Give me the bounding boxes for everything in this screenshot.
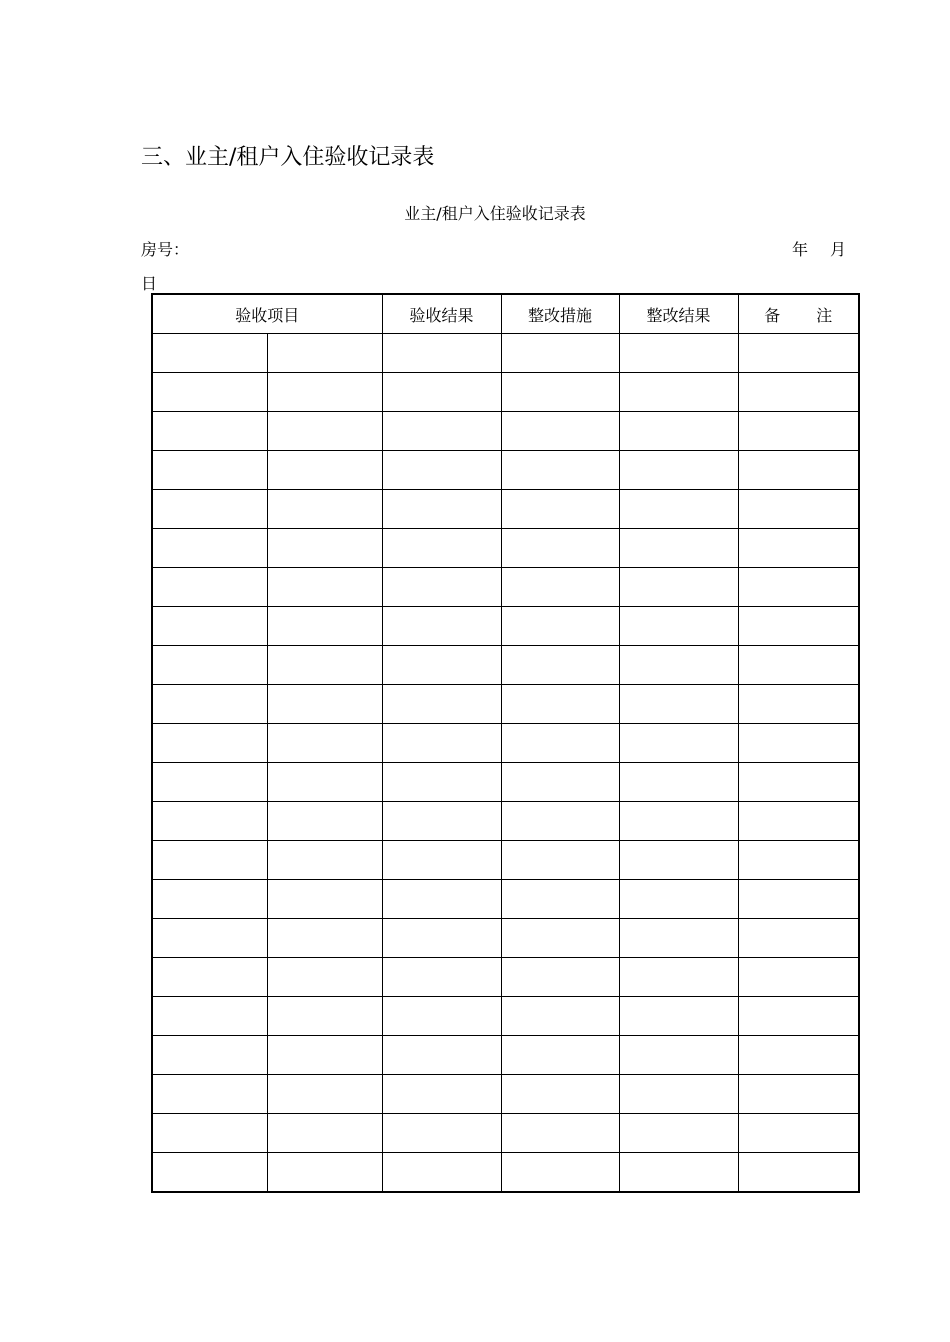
date-day-label: 日: [141, 274, 158, 293]
table-cell[interactable]: [738, 841, 859, 880]
table-cell[interactable]: [738, 1114, 859, 1153]
table-cell[interactable]: [738, 334, 859, 373]
table-cell[interactable]: [738, 958, 859, 997]
table-cell[interactable]: [382, 1114, 501, 1153]
table-row: [152, 490, 859, 529]
table-cell[interactable]: [382, 997, 501, 1036]
table-cell[interactable]: [382, 1075, 501, 1114]
table-cell[interactable]: [152, 763, 267, 802]
inspection-record-table: [151, 293, 860, 1193]
table-cell[interactable]: [382, 724, 501, 763]
table-cell[interactable]: [501, 646, 619, 685]
header-inspection-item: 验收项目: [152, 294, 382, 334]
table-cell[interactable]: [152, 685, 267, 724]
table-cell[interactable]: [267, 646, 382, 685]
table-cell[interactable]: [267, 412, 382, 451]
table-cell[interactable]: [267, 685, 382, 724]
table-cell[interactable]: [738, 880, 859, 919]
table-cell[interactable]: [267, 958, 382, 997]
table-row: [152, 763, 859, 802]
table-row: [152, 607, 859, 646]
table-cell[interactable]: [738, 490, 859, 529]
table-cell[interactable]: [267, 1075, 382, 1114]
header-remarks-second-char: 注: [816, 305, 833, 325]
table-cell[interactable]: [152, 880, 267, 919]
table-cell[interactable]: [738, 373, 859, 412]
table-cell[interactable]: [619, 841, 738, 880]
header-remarks-first-char: 备: [764, 305, 781, 325]
room-number-label: 房号：: [141, 240, 190, 259]
table-cell[interactable]: [501, 451, 619, 490]
table-cell[interactable]: [501, 685, 619, 724]
table-cell[interactable]: [382, 763, 501, 802]
table-cell[interactable]: [619, 763, 738, 802]
table-row: [152, 802, 859, 841]
table-cell[interactable]: [501, 607, 619, 646]
table-cell[interactable]: [267, 1036, 382, 1075]
table-cell[interactable]: [267, 997, 382, 1036]
table-cell[interactable]: [619, 529, 738, 568]
table-cell[interactable]: [619, 1036, 738, 1075]
table-cell[interactable]: [382, 607, 501, 646]
table-cell[interactable]: [382, 841, 501, 880]
table-cell[interactable]: [152, 841, 267, 880]
header-rectification-measure: 整改措施: [501, 294, 619, 334]
table-cell[interactable]: [619, 1114, 738, 1153]
table-cell[interactable]: [738, 685, 859, 724]
table-cell[interactable]: [738, 568, 859, 607]
table-cell[interactable]: [382, 919, 501, 958]
table-row: [152, 1036, 859, 1075]
table-cell[interactable]: [267, 607, 382, 646]
table-cell[interactable]: [152, 568, 267, 607]
table-cell[interactable]: [501, 997, 619, 1036]
table-cell[interactable]: [501, 841, 619, 880]
table-cell[interactable]: [738, 1036, 859, 1075]
table-cell[interactable]: [382, 1153, 501, 1193]
table-row: [152, 451, 859, 490]
table-cell[interactable]: [152, 802, 267, 841]
table-cell[interactable]: [738, 724, 859, 763]
table-cell[interactable]: [619, 1153, 738, 1193]
table-cell[interactable]: [382, 958, 501, 997]
table-cell[interactable]: [267, 451, 382, 490]
table-cell[interactable]: [619, 724, 738, 763]
table-body: [152, 334, 859, 1193]
table-cell[interactable]: [619, 334, 738, 373]
table-cell[interactable]: [738, 919, 859, 958]
table-cell[interactable]: [152, 958, 267, 997]
table-cell[interactable]: [501, 568, 619, 607]
table-cell[interactable]: [501, 1036, 619, 1075]
table-cell[interactable]: [501, 1153, 619, 1193]
table-row: [152, 412, 859, 451]
table-cell[interactable]: [382, 451, 501, 490]
table-cell[interactable]: [382, 685, 501, 724]
table-cell[interactable]: [267, 841, 382, 880]
table-cell[interactable]: [267, 529, 382, 568]
table-row: [152, 724, 859, 763]
table-cell[interactable]: [382, 529, 501, 568]
table-cell[interactable]: [267, 1153, 382, 1193]
table-cell[interactable]: [738, 1153, 859, 1193]
table-cell[interactable]: [152, 451, 267, 490]
table-row: [152, 334, 859, 373]
table-cell[interactable]: [738, 646, 859, 685]
table-cell[interactable]: [619, 997, 738, 1036]
table-cell[interactable]: [267, 880, 382, 919]
table-cell[interactable]: [382, 412, 501, 451]
table-cell[interactable]: [267, 568, 382, 607]
table-cell[interactable]: [152, 1153, 267, 1193]
table-cell[interactable]: [738, 529, 859, 568]
table-cell[interactable]: [501, 763, 619, 802]
date-month-label: 月: [830, 240, 847, 259]
table-cell[interactable]: [501, 724, 619, 763]
table-cell[interactable]: [267, 763, 382, 802]
table-row: [152, 880, 859, 919]
table-cell[interactable]: [267, 802, 382, 841]
table-cell[interactable]: [738, 763, 859, 802]
table-cell[interactable]: [738, 412, 859, 451]
table-cell[interactable]: [382, 373, 501, 412]
table-cell[interactable]: [152, 607, 267, 646]
table-cell[interactable]: [152, 490, 267, 529]
table-row: [152, 685, 859, 724]
table-cell[interactable]: [738, 451, 859, 490]
table-cell[interactable]: [152, 334, 267, 373]
table-cell[interactable]: [152, 646, 267, 685]
table-cell[interactable]: [267, 1114, 382, 1153]
date-year-label: 年: [792, 240, 809, 259]
table-cell[interactable]: [619, 373, 738, 412]
table-cell[interactable]: [619, 802, 738, 841]
table-cell[interactable]: [619, 880, 738, 919]
table-cell[interactable]: [152, 1114, 267, 1153]
table-cell[interactable]: [619, 685, 738, 724]
table-cell[interactable]: [501, 802, 619, 841]
table-row: [152, 646, 859, 685]
table-cell[interactable]: [267, 919, 382, 958]
table-row: [152, 529, 859, 568]
table-row: [152, 997, 859, 1036]
table-cell[interactable]: [501, 412, 619, 451]
header-remarks: [738, 294, 859, 334]
header-inspection-result: 验收结果: [382, 294, 501, 334]
table-cell[interactable]: [501, 958, 619, 997]
table-cell[interactable]: [501, 919, 619, 958]
table-row: [152, 919, 859, 958]
table-cell[interactable]: [738, 607, 859, 646]
table-cell[interactable]: [619, 412, 738, 451]
table-cell[interactable]: [152, 529, 267, 568]
table-cell[interactable]: [382, 802, 501, 841]
table-row: [152, 568, 859, 607]
table-cell[interactable]: [382, 1036, 501, 1075]
table-cell[interactable]: [152, 997, 267, 1036]
table-cell[interactable]: [738, 1075, 859, 1114]
table-cell[interactable]: [501, 880, 619, 919]
table-cell[interactable]: [619, 607, 738, 646]
table-cell[interactable]: [152, 1075, 267, 1114]
section-heading: 三、业主/租户入住验收记录表: [141, 145, 435, 170]
table-cell[interactable]: [501, 1075, 619, 1114]
table-row: [152, 958, 859, 997]
table-cell[interactable]: [152, 724, 267, 763]
table-cell[interactable]: [619, 1075, 738, 1114]
table-cell[interactable]: [501, 334, 619, 373]
table-cell[interactable]: [382, 880, 501, 919]
form-title: 业主/租户入住验收记录表: [404, 204, 586, 223]
table-cell[interactable]: [501, 1114, 619, 1153]
table-row: [152, 841, 859, 880]
table-cell[interactable]: [382, 334, 501, 373]
table-cell[interactable]: [152, 1036, 267, 1075]
table-cell[interactable]: [738, 997, 859, 1036]
table-header-row: [152, 294, 859, 334]
table-cell[interactable]: [619, 490, 738, 529]
table-cell[interactable]: [382, 568, 501, 607]
table-cell[interactable]: [152, 919, 267, 958]
table-row: [152, 373, 859, 412]
table-cell[interactable]: [619, 568, 738, 607]
table-row: [152, 1114, 859, 1153]
table-cell[interactable]: [619, 958, 738, 997]
table-row: [152, 1153, 859, 1193]
table-cell[interactable]: [267, 490, 382, 529]
table-cell[interactable]: [501, 529, 619, 568]
table-cell[interactable]: [738, 802, 859, 841]
table-cell[interactable]: [382, 646, 501, 685]
table-cell[interactable]: [619, 646, 738, 685]
table-row: [152, 1075, 859, 1114]
table-cell[interactable]: [152, 373, 267, 412]
table-cell[interactable]: [501, 490, 619, 529]
table-cell[interactable]: [382, 490, 501, 529]
header-rectification-result: 整改结果: [619, 294, 738, 334]
table-cell[interactable]: [267, 334, 382, 373]
table-cell[interactable]: [267, 724, 382, 763]
table-cell[interactable]: [152, 412, 267, 451]
table-cell[interactable]: [267, 373, 382, 412]
table-cell[interactable]: [619, 919, 738, 958]
table-cell[interactable]: [619, 451, 738, 490]
table-cell[interactable]: [501, 373, 619, 412]
